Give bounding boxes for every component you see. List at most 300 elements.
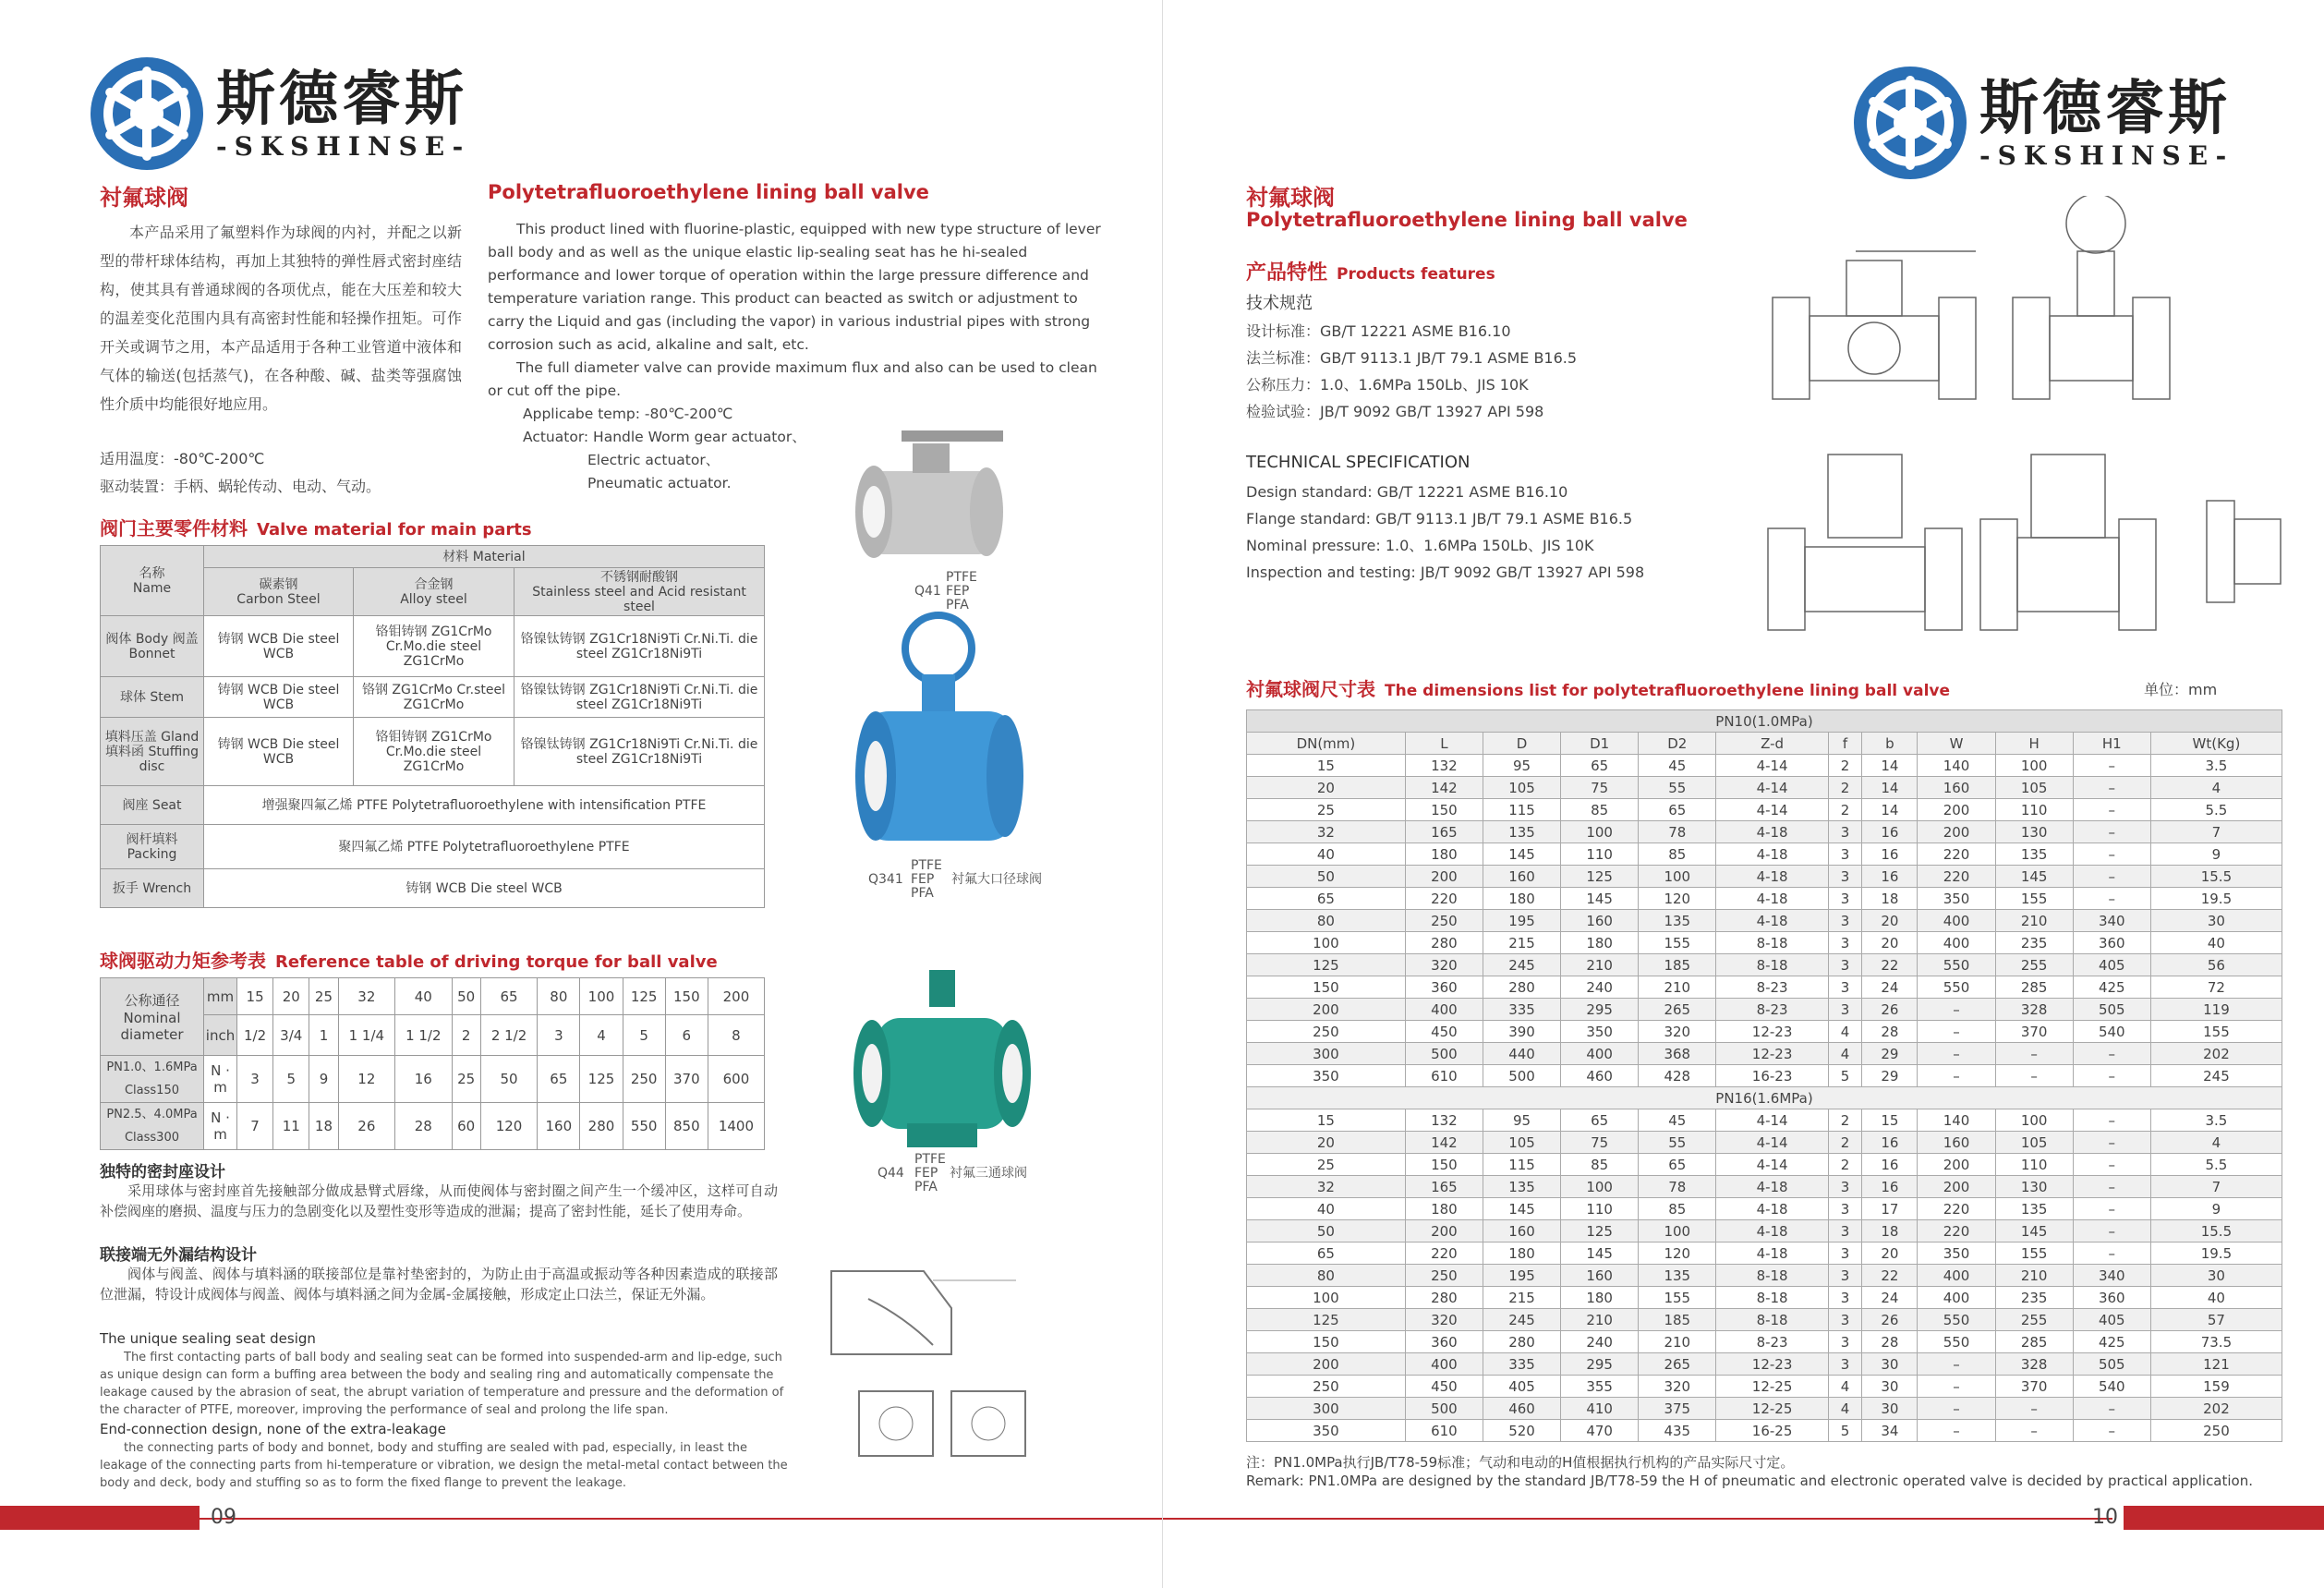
table-cell: 155 <box>1995 888 2073 910</box>
table-row: 球体 Stem 铸钢 WCB Die steel WCB 铬钢 ZG1CrMo Cr.steel ZG1CrMo 铬镍钛铸钢 ZG1Cr18Ni9Ti Cr.Ni.Ti. die steel ZG1Cr18Ni9Ti <box>101 677 765 718</box>
table-cell: – <box>2073 1243 2150 1265</box>
table-cell: 85 <box>1561 799 1639 821</box>
table-cell: 115 <box>1483 1154 1560 1176</box>
table-cell: 100 <box>1995 1109 2073 1132</box>
table-cell: 45 <box>1639 1109 1716 1132</box>
intro-en-2: The full diameter valve can provide maximum flux and also can be used to clean or cut off the pipe. <box>488 359 1097 399</box>
table-cell: 142 <box>1405 777 1483 799</box>
table-cell: 5.5 <box>2150 1154 2282 1176</box>
table-cell: 250 <box>1247 1376 1406 1398</box>
table-cell: 15 <box>1862 1109 1918 1132</box>
table-cell: 145 <box>1561 888 1639 910</box>
table-row <box>1247 1420 2282 1442</box>
table-cell: – <box>2073 1154 2150 1176</box>
table-cell: 295 <box>1561 1353 1639 1376</box>
table-cell: 180 <box>1483 1243 1560 1265</box>
table-cell: 120 <box>1639 888 1716 910</box>
table-cell: 8-23 <box>1716 1331 1829 1353</box>
table-cell: 26 <box>1862 1309 1918 1331</box>
table-cell: 350 <box>1561 1021 1639 1043</box>
table-row: 阀体 Body 阀盖 Bonnet 铸钢 WCB Die steel WCB 铬钼铸钢 ZG1CrMo Cr.Mo.die steel ZG1CrMo 铬镍钛铸钢 ZG1Cr18Ni9Ti Cr.Ni.Ti. die steel ZG1Cr18Ni9Ti <box>101 616 765 677</box>
table-cell: 95 <box>1483 1109 1560 1132</box>
column-header: DN(mm) <box>1247 733 1406 755</box>
table-cell: 328 <box>1995 999 2073 1021</box>
table-cell: – <box>1995 1398 2073 1420</box>
table-cell: 4-18 <box>1716 1176 1829 1198</box>
table-cell: 3.5 <box>2150 755 2282 777</box>
seal-cn: 采用球体与密封座首先接触部分做成悬臂式唇缘，从而使阀体与密封圈之间产生一个缓冲区，这样可自动补偿阀座的磨损、温度与压力的急剧变化以及塑性变形等造成的泄漏；提高了密封性能，延长了使用寿命。 <box>100 1182 778 1219</box>
spec-en-heading: TECHNICAL SPECIFICATION <box>1246 453 1471 472</box>
q44-valve-image <box>850 966 1035 1151</box>
table-cell: 255 <box>1995 1309 2073 1331</box>
material-name-header: 名称 Name <box>101 546 204 616</box>
table-cell: 400 <box>1918 1287 1995 1309</box>
table-cell: 280 <box>1405 1287 1483 1309</box>
footer-line <box>200 1518 1162 1520</box>
table-cell: – <box>1995 1043 2073 1065</box>
table-cell: 4-18 <box>1716 866 1829 888</box>
table-cell: 8-18 <box>1716 932 1829 954</box>
table-cell: 295 <box>1561 999 1639 1021</box>
table-cell: 73.5 <box>2150 1331 2282 1353</box>
table-row: 扳手 Wrench 铸钢 WCB Die steel WCB <box>101 869 765 908</box>
table-cell: 65 <box>1639 1154 1716 1176</box>
table-cell: 100 <box>1639 1220 1716 1243</box>
table-cell: 3 <box>1828 1265 1861 1287</box>
table-row: 阀杆填料 Packing 聚四氟乙烯 PTFE Polytetrafluoroethylene PTFE <box>101 825 765 869</box>
table-cell: 135 <box>1483 1176 1560 1198</box>
right-page <box>1162 0 2324 1588</box>
table-cell: 4-18 <box>1716 1198 1829 1220</box>
table-cell: 400 <box>1918 932 1995 954</box>
table-row <box>1247 1043 2282 1065</box>
title-en: Polytetrafluoroethylene lining ball valve <box>488 181 929 203</box>
intro-en-1: This product lined with fluorine-plastic, equipped with new type structure of lever ball body and as well as the unique elastic lip-sealing seat has he hi-sealed performance and lower torque of operation within the large pressure difference and temperature variation range. This product can beacted as switch or adjustment to carry the Liquid and gas (including the vapor) in various industrial pipes with strong corrosion such as acid, alkaline and salt, etc. <box>488 221 1101 353</box>
table-cell: 85 <box>1639 843 1716 866</box>
table-cell: 180 <box>1483 888 1560 910</box>
table-cell: 145 <box>1995 1220 2073 1243</box>
table-cell: 425 <box>2073 1331 2150 1353</box>
table-cell: 200 <box>1405 866 1483 888</box>
table-cell: 610 <box>1405 1420 1483 1442</box>
table-cell: 12-25 <box>1716 1376 1829 1398</box>
table-row: PN2.5、4.0MPa Class300 N · m 7 11 18 26 28 60 120 160 280 550 850 1400 <box>101 1103 765 1150</box>
table-cell: 18 <box>1862 888 1918 910</box>
table-row <box>1247 1065 2282 1087</box>
table-cell: 245 <box>1483 954 1560 976</box>
table-cell: 30 <box>1862 1376 1918 1398</box>
table-cell: 100 <box>1247 932 1406 954</box>
table-cell: 202 <box>2150 1043 2282 1065</box>
table-cell: 65 <box>1247 1243 1406 1265</box>
table-cell: 119 <box>2150 999 2282 1021</box>
table-cell: – <box>2073 843 2150 866</box>
table-cell: – <box>2073 1220 2150 1243</box>
table-cell: 350 <box>1247 1065 1406 1087</box>
table-cell: 4 <box>1828 1376 1861 1398</box>
table-cell: 280 <box>1483 976 1560 999</box>
table-cell: 30 <box>2150 910 2282 932</box>
table-cell: 34 <box>1862 1420 1918 1442</box>
footer-line <box>1163 1518 2112 1520</box>
column-header: H <box>1995 733 2073 755</box>
table-cell: 15 <box>1247 755 1406 777</box>
table-cell: 17 <box>1862 1198 1918 1220</box>
column-header: b <box>1862 733 1918 755</box>
table-cell: 145 <box>1561 1243 1639 1265</box>
table-row <box>1247 910 2282 932</box>
table-cell: – <box>1918 1420 1995 1442</box>
table-cell: 155 <box>1639 932 1716 954</box>
table-cell: 410 <box>1561 1398 1639 1420</box>
table-cell: 200 <box>1918 1176 1995 1198</box>
table-cell: 235 <box>1995 932 2073 954</box>
table-cell: 3 <box>1828 821 1861 843</box>
table-row <box>1247 1265 2282 1287</box>
table-cell: – <box>2073 1398 2150 1420</box>
table-cell: 40 <box>2150 932 2282 954</box>
table-cell: 19.5 <box>2150 1243 2282 1265</box>
table-cell: 340 <box>2073 910 2150 932</box>
table-cell: 4-14 <box>1716 1132 1829 1154</box>
table-cell: – <box>2073 1176 2150 1198</box>
table-cell: 15.5 <box>2150 866 2282 888</box>
dims-heading: 衬氟球阀尺寸表 The dimensions list for polytetrafluoroethylene lining ball valve <box>1246 678 1951 700</box>
table-cell: 220 <box>1405 1243 1483 1265</box>
table-cell: 5.5 <box>2150 799 2282 821</box>
title-cn: 衬氟球阀 <box>100 185 188 211</box>
table-cell: 8-23 <box>1716 999 1829 1021</box>
table-cell: 125 <box>1561 1220 1639 1243</box>
table-cell: 540 <box>2073 1021 2150 1043</box>
table-cell: 9 <box>2150 1198 2282 1220</box>
table-cell: 500 <box>1483 1065 1560 1087</box>
table-cell: 132 <box>1405 1109 1483 1132</box>
table-cell: 250 <box>1405 910 1483 932</box>
table-cell: 4-14 <box>1716 755 1829 777</box>
table-cell: 215 <box>1483 932 1560 954</box>
table-cell: 135 <box>1639 910 1716 932</box>
seal-design-drawing <box>794 1243 1053 1474</box>
temp-cn: 适用温度：-80℃-200℃ <box>100 450 265 467</box>
table-cell: 550 <box>1918 976 1995 999</box>
column-header: Wt(Kg) <box>2150 733 2282 755</box>
table-cell: 200 <box>1405 1220 1483 1243</box>
table-cell: 150 <box>1247 976 1406 999</box>
table-cell: 16-25 <box>1716 1420 1829 1442</box>
table-row: 阀座 Seat 增强聚四氟乙烯 PTFE Polytetrafluoroethylene with intensification PTFE <box>101 786 765 825</box>
table-cell: 370 <box>1995 1376 2073 1398</box>
table-cell: 4-18 <box>1716 910 1829 932</box>
material-col: 合金钢 Alloy steel <box>354 568 514 616</box>
brand-name-en: -SKSHINSE- <box>1979 140 2234 171</box>
q41-valve-image <box>848 412 1014 575</box>
table-cell: 202 <box>2150 1398 2282 1420</box>
table-cell: 24 <box>1862 1287 1918 1309</box>
title-cn: 衬氟球阀 <box>1246 185 1335 211</box>
table-cell: 200 <box>1918 821 1995 843</box>
table-cell: 3 <box>1828 1309 1861 1331</box>
table-cell: 40 <box>1247 1198 1406 1220</box>
table-cell: 550 <box>1918 1309 1995 1331</box>
table-cell: 370 <box>1995 1021 2073 1043</box>
table-cell: 4-18 <box>1716 888 1829 910</box>
table-cell: 65 <box>1247 888 1406 910</box>
table-cell: 7 <box>2150 821 2282 843</box>
table-cell: 57 <box>2150 1309 2282 1331</box>
column-header: L <box>1405 733 1483 755</box>
table-cell: 120 <box>1639 1243 1716 1265</box>
table-cell: 3 <box>1828 1198 1861 1220</box>
table-cell: 3 <box>1828 976 1861 999</box>
table-cell: – <box>2073 1132 2150 1154</box>
table-cell: 285 <box>1995 1331 2073 1353</box>
table-cell: 4-18 <box>1716 1220 1829 1243</box>
table-cell: 160 <box>1918 1132 1995 1154</box>
table-cell: 4-14 <box>1716 799 1829 821</box>
conn-heading-en: End-connection design, none of the extra-leakage <box>100 1421 446 1437</box>
table-cell: 85 <box>1639 1198 1716 1220</box>
table-cell: 320 <box>1639 1021 1716 1043</box>
table-cell: 220 <box>1918 843 1995 866</box>
table-cell: 160 <box>1483 866 1560 888</box>
table-cell: 26 <box>1862 999 1918 1021</box>
q341-grades: PTFE FEP PFA <box>911 858 942 901</box>
temp-en: Applicabe temp: -80℃-200℃ <box>523 406 733 422</box>
q41-grades: PTFE FEP PFA <box>946 570 977 612</box>
table-row <box>1247 1331 2282 1353</box>
conn-heading-cn: 联接端无外漏结构设计 <box>100 1246 257 1265</box>
table-cell: 210 <box>1561 954 1639 976</box>
column-header: f <box>1828 733 1861 755</box>
table-cell: 100 <box>1561 1176 1639 1198</box>
table-cell: 160 <box>1918 777 1995 799</box>
table-cell: 220 <box>1918 1220 1995 1243</box>
table-cell: 3 <box>1828 1331 1861 1353</box>
drive-cn: 驱动装置：手柄、蜗轮传动、电动、气动。 <box>100 478 381 495</box>
table-cell: – <box>1995 1420 2073 1442</box>
table-cell: – <box>1918 999 1995 1021</box>
table-cell: 30 <box>1862 1398 1918 1420</box>
column-header: D2 <box>1639 733 1716 755</box>
table-cell: 110 <box>1561 843 1639 866</box>
seal-heading-en: The unique sealing seat design <box>100 1330 316 1347</box>
table-cell: 435 <box>1639 1420 1716 1442</box>
table-cell: 195 <box>1483 910 1560 932</box>
table-cell: 360 <box>2073 932 2150 954</box>
table-cell: 145 <box>1995 866 2073 888</box>
table-cell: 250 <box>2150 1420 2282 1442</box>
table-cell: 350 <box>1918 1243 1995 1265</box>
table-cell: 300 <box>1247 1398 1406 1420</box>
table-cell: 180 <box>1561 932 1639 954</box>
table-cell: 220 <box>1405 888 1483 910</box>
table-cell: – <box>1918 1353 1995 1376</box>
torque-heading: 球阀驱动力矩参考表 Reference table of driving torque for ball valve <box>100 950 718 972</box>
table-cell: 500 <box>1405 1043 1483 1065</box>
brand-emblem-icon <box>91 57 203 170</box>
table-cell: 400 <box>1405 1353 1483 1376</box>
q341-valve-image <box>848 610 1029 859</box>
table-cell: 8-18 <box>1716 954 1829 976</box>
table-cell: 45 <box>1639 755 1716 777</box>
table-cell: – <box>1918 1398 1995 1420</box>
material-col: 碳素钢 Carbon Steel <box>204 568 354 616</box>
table-cell: 105 <box>1483 777 1560 799</box>
table-cell: 180 <box>1405 1198 1483 1220</box>
table-cell: – <box>1918 1376 1995 1398</box>
table-cell: 14 <box>1862 777 1918 799</box>
table-cell: 20 <box>1247 777 1406 799</box>
table-cell: 159 <box>2150 1376 2282 1398</box>
table-cell: 2 <box>1828 755 1861 777</box>
table-cell: 5 <box>1828 1065 1861 1087</box>
table-cell: 320 <box>1405 954 1483 976</box>
table-cell: 40 <box>2150 1287 2282 1309</box>
table-cell: 150 <box>1405 1154 1483 1176</box>
table-cell: 150 <box>1247 1331 1406 1353</box>
actuator-en-3: Pneumatic actuator. <box>587 475 732 491</box>
table-cell: 3 <box>1828 888 1861 910</box>
table-cell: 155 <box>1995 1243 2073 1265</box>
table-cell: 12-23 <box>1716 1353 1829 1376</box>
table-cell: 185 <box>1639 954 1716 976</box>
table-row <box>1247 1398 2282 1420</box>
table-cell: 400 <box>1561 1043 1639 1065</box>
q44-grades: PTFE FEP PFA <box>914 1152 946 1194</box>
table-cell: 328 <box>1995 1353 2073 1376</box>
table-cell: 200 <box>1918 799 1995 821</box>
table-cell: – <box>2073 888 2150 910</box>
table-cell: 350 <box>1918 888 1995 910</box>
table-cell: 4 <box>1828 1398 1861 1420</box>
table-row: 填料压盖 Gland 填料函 Stuffing disc 铸钢 WCB Die steel WCB 铬钼铸钢 ZG1CrMo Cr.Mo.die steel ZG1CrMo 铬镍钛铸钢 ZG1Cr18Ni9Ti Cr.Ni.Ti. die steel ZG1Cr18Ni9Ti <box>101 718 765 786</box>
q341-desc: 衬氟大口径球阀 <box>951 872 1042 887</box>
table-cell: 2 <box>1828 1109 1861 1132</box>
table-cell: 50 <box>1247 1220 1406 1243</box>
table-cell: – <box>2073 1420 2150 1442</box>
table-cell: 3 <box>1828 1220 1861 1243</box>
dimensions-table <box>1246 709 2282 1442</box>
table-cell: 240 <box>1561 976 1639 999</box>
table-cell: 405 <box>2073 1309 2150 1331</box>
table-cell: 100 <box>1639 866 1716 888</box>
table-cell: 250 <box>1405 1265 1483 1287</box>
conn-en: the connecting parts of body and bonnet, body and stuffing are sealed with pad, especially, in least the leakage of the connecting parts from hi-temperature or vibration, we design the metal-metal contact between the body and deck, body and stuffing so as to form the fixed flange to prevent the leakage. <box>100 1441 788 1490</box>
table-row <box>1247 866 2282 888</box>
q44-model: Q44 <box>878 1166 904 1181</box>
table-cell: 428 <box>1639 1065 1716 1087</box>
table-cell: 2 <box>1828 1132 1861 1154</box>
table-cell: 24 <box>1862 976 1918 999</box>
table-cell: 12-23 <box>1716 1021 1829 1043</box>
material-heading: 阀门主要零件材料 Valve material for main parts <box>100 517 532 539</box>
table-cell: 340 <box>2073 1265 2150 1287</box>
table-cell: 240 <box>1561 1331 1639 1353</box>
brand-name-en: -SKSHINSE- <box>216 131 471 162</box>
table-row <box>1247 755 2282 777</box>
table-cell: 3 <box>1828 932 1861 954</box>
brand-logo <box>91 57 470 170</box>
table-cell: 3 <box>1828 1243 1861 1265</box>
table-cell: 215 <box>1483 1287 1560 1309</box>
table-cell: – <box>2073 866 2150 888</box>
table-cell: 25 <box>1247 1154 1406 1176</box>
brand-name-cn: 斯德睿斯 <box>1979 75 2231 143</box>
material-table <box>100 545 765 908</box>
table-cell: – <box>2073 821 2150 843</box>
table-row <box>1247 954 2282 976</box>
table-cell: 3 <box>1828 1287 1861 1309</box>
table-cell: 460 <box>1561 1065 1639 1087</box>
column-header-row <box>1247 733 2282 755</box>
table-cell: 100 <box>1995 755 2073 777</box>
table-cell: 210 <box>1639 1331 1716 1353</box>
table-row <box>1247 1154 2282 1176</box>
table-cell: 140 <box>1918 1109 1995 1132</box>
table-cell: 220 <box>1918 1198 1995 1220</box>
table-cell: 500 <box>1405 1398 1483 1420</box>
table-cell: 29 <box>1862 1043 1918 1065</box>
note-en: Remark: PN1.0MPa are designed by the standard JB/T78-59 the H of pneumatic and electronic operated valve is decided by practical application. <box>1246 1473 2254 1489</box>
table-cell: 200 <box>1247 999 1406 1021</box>
table-cell: 8-18 <box>1716 1309 1829 1331</box>
table-cell: 265 <box>1639 999 1716 1021</box>
actuator-en-2: Electric actuator、 <box>587 452 720 468</box>
table-cell: 245 <box>2150 1065 2282 1087</box>
table-cell: – <box>2073 799 2150 821</box>
table-cell: 375 <box>1639 1398 1716 1420</box>
q341-model: Q341 <box>868 872 903 887</box>
table-cell: – <box>1918 1065 1995 1087</box>
table-row: PN1.0、1.6MPa Class150 N · m 3 5 9 12 16 25 50 65 125 250 370 600 <box>101 1056 765 1103</box>
table-cell: 4-14 <box>1716 1109 1829 1132</box>
actuator-en-1: Actuator: Handle Worm gear actuator、 <box>523 429 806 445</box>
table-row <box>1247 999 2282 1021</box>
table-cell: 355 <box>1561 1376 1639 1398</box>
table-row <box>1247 1220 2282 1243</box>
table-cell: 25 <box>1247 799 1406 821</box>
table-cell: 95 <box>1483 755 1560 777</box>
table-cell: 160 <box>1483 1220 1560 1243</box>
table-cell: 3 <box>1828 843 1861 866</box>
table-cell: 16-23 <box>1716 1065 1829 1087</box>
table-cell: 16 <box>1862 866 1918 888</box>
table-cell: 9 <box>2150 843 2282 866</box>
table-cell: 540 <box>2073 1376 2150 1398</box>
brand-name-cn: 斯德睿斯 <box>216 66 467 134</box>
spec-cn-heading: 技术规范 <box>1246 294 1313 313</box>
footer-bar <box>0 1506 200 1530</box>
table-cell: 3 <box>1828 910 1861 932</box>
intro-cn: 本产品采用了氟塑料作为球阀的内衬，并配之以新型的带杆球体结构，再加上其独特的弹性唇式密封座结构，使其具有普通球阀的各项优点，能在大压差和较大的温差变化范围内具有高密封性能和轻操作扭矩。可作开关或调节之用，本产品适用于各种工业管道中液体和气体的输送(包括蒸气)，在各种酸、碱、盐类等强腐蚀性介质中均能很好地应用。 <box>100 224 462 413</box>
table-cell: 4-18 <box>1716 843 1829 866</box>
table-cell: 400 <box>1405 999 1483 1021</box>
table-cell: 4-18 <box>1716 821 1829 843</box>
conn-cn: 阀体与阀盖、阀体与填料涵的联接部位是靠衬垫密封的，为防止由于高温或振动等各种因素造成的联接部位泄漏，特设计成阀体与阀盖、阀体与填料涵之间为金属-金属接触，形成定止口法兰，保证无外漏。 <box>100 1266 778 1303</box>
table-cell: 30 <box>1862 1353 1918 1376</box>
table-cell: 80 <box>1247 910 1406 932</box>
table-cell: 110 <box>1995 1154 2073 1176</box>
features-heading: 产品特性 Products features <box>1246 261 1495 285</box>
table-cell: 165 <box>1405 821 1483 843</box>
table-cell: 2 <box>1828 799 1861 821</box>
table-cell: 16 <box>1862 1154 1918 1176</box>
table-cell: 440 <box>1483 1043 1560 1065</box>
table-cell: 78 <box>1639 821 1716 843</box>
table-cell: 3 <box>1828 1353 1861 1376</box>
table-cell: 20 <box>1862 910 1918 932</box>
